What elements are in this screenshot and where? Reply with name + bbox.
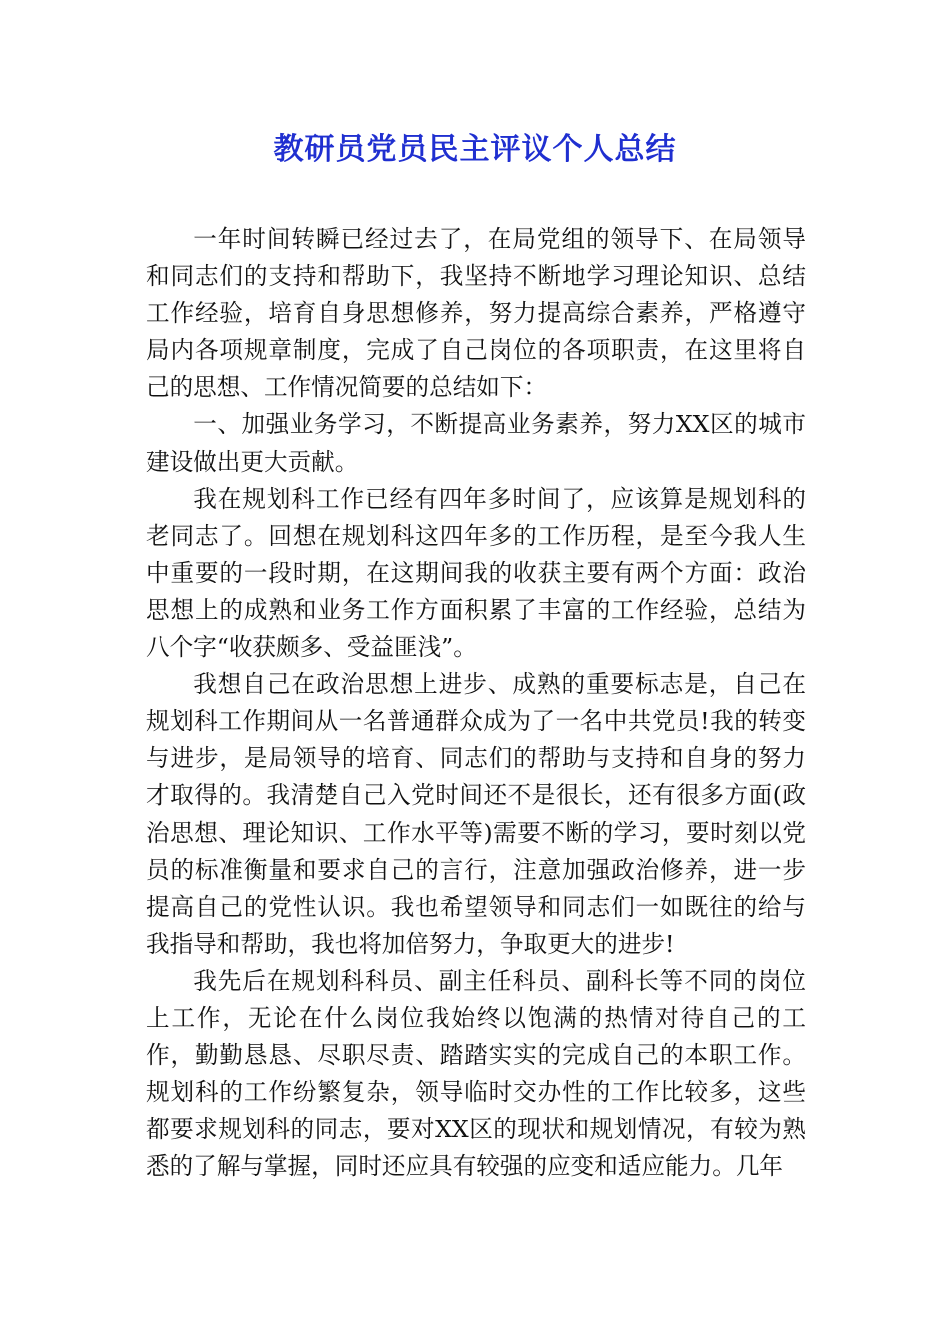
paragraph-section-one-heading: 一、加强业务学习，不断提高业务素养，努力XX区的城市建设做出更大贡献。 xyxy=(146,410,806,476)
paragraph-work-history: 我在规划科工作已经有四年多时间了，应该算是规划科的老同志了。回想在规划科这四年多的工作历程，是至今我人生中重要的一段时期，在这期间我的收获主要有两个方面：政治思想上的成熟和业务工作方面积累了丰富的工作经验，总结为八个字“收获颇多、受益匪浅”。 xyxy=(146,484,806,662)
paragraph-positions: 我先后在规划科科员、副主任科员、副科长等不同的岗位上工作，无论在什么岗位我始终以饱满的热情对待自己的工作，勤勤恳恳、尽职尽责、踏踏实实的完成自己的本职工作。规划科的工作纷繁复杂，领导临时交办性的工作比较多，这些都要求规划科的同志，要对XX区的现状和规划情况，有较为熟悉的了解与掌握，同时还应具有较强的应变和适应能力。几年 xyxy=(146,966,806,1181)
paragraph-intro: 一年时间转瞬已经过去了，在局党组的领导下、在局领导和同志们的支持和帮助下，我坚持不断地学习理论知识、总结工作经验，培育自身思想修养，努力提高综合素养，严格遵守局内各项规章制度，完成了自己岗位的各项职责，在这里将自己的思想、工作情况简要的总结如下： xyxy=(146,225,806,402)
paragraph-political-growth: 我想自己在政治思想上进步、成熟的重要标志是，自己在规划科工作期间从一名普通群众成为了一名中共党员!我的转变与进步，是局领导的培育、同志们的帮助与支持和自身的努力才取得的。我清楚自己入党时间还不是很长，还有很多方面(政治思想、理论知识、工作水平等)需要不断的学习，要时刻以党员的标准衡量和要求自己的言行，注意加强政治修养，进一步提高自己的党性认识。我也希望领导和同志们一如既往的给与我指导和帮助，我也将加倍努力，争取更大的进步! xyxy=(146,670,806,958)
document-body xyxy=(146,221,806,1185)
document-title: 教研员党员民主评议个人总结 xyxy=(273,132,677,167)
